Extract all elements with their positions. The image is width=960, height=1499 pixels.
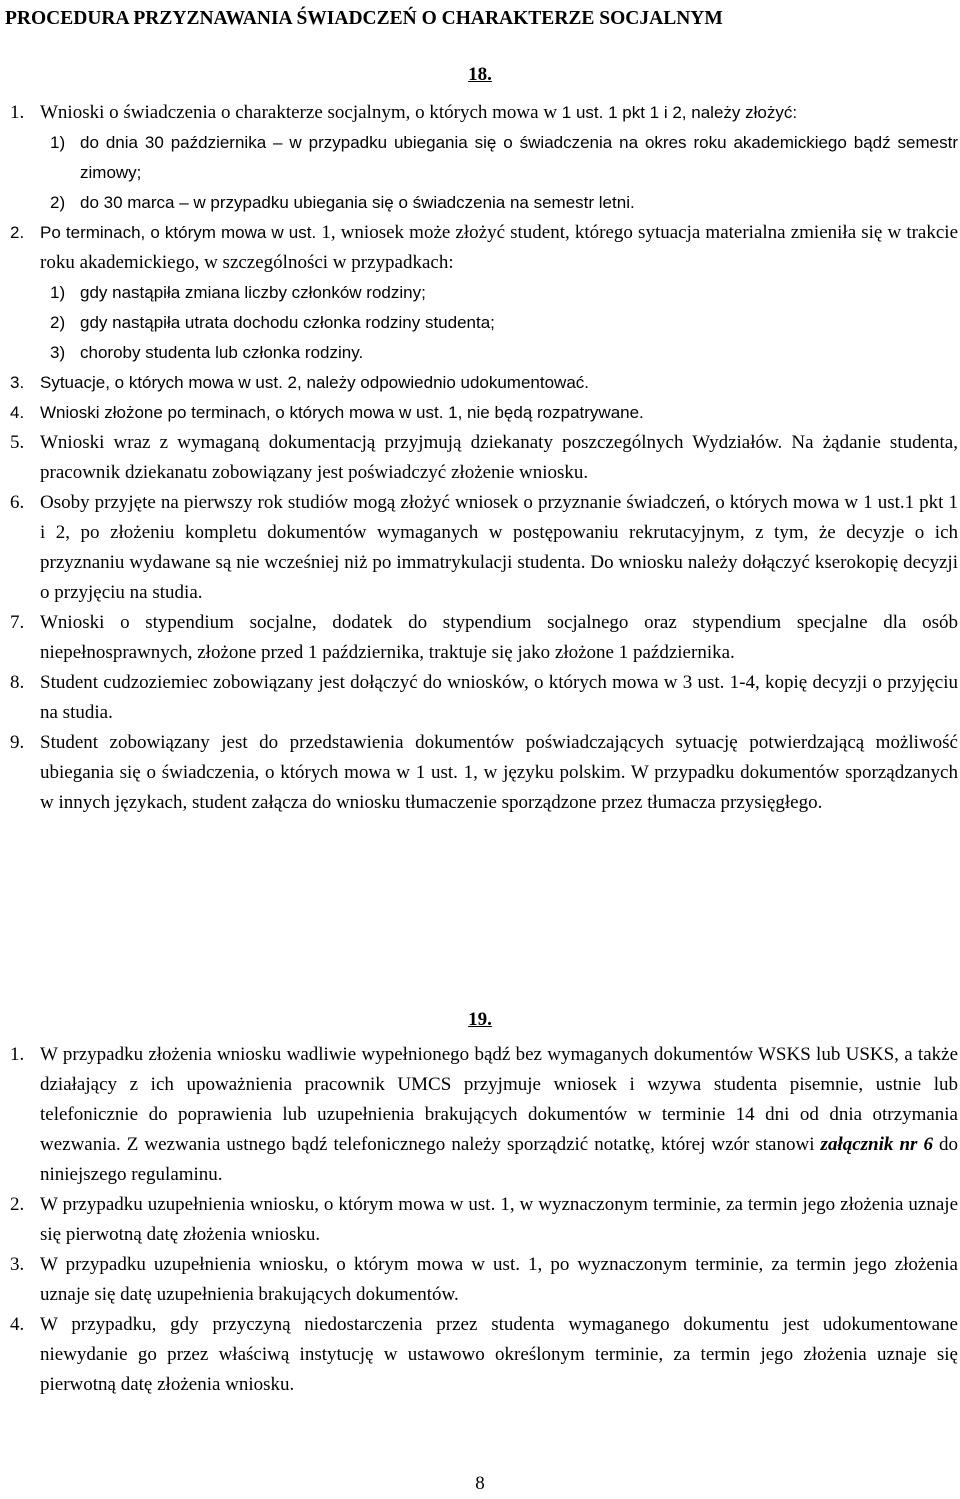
section-18-item-2-sub-2 [10,308,958,338]
section-19-item-3 [10,1250,958,1310]
item-number: 9. [10,732,25,753]
item-text-end: do niniejszego regulaminu. [40,1134,959,1185]
item-text: W przypadku złożenia wniosku wadliwie wypełnionego bądź bez wymaganych dokumentów WSKS lub USKS, a także działający z ich upoważnienia pracownik UMCS przyjmuje wniosek i wzywa studenta pisemnie, ustnie lub telefonicznie do poprawienia lub uzupełnienia brakujących dokumentów w terminie 14 dni od dnia otrzymania wezwania. Z wezwania ustnego bądź telefonicznego należy sporządzić notatkę, której wzór stanowi [40,1044,958,1155]
item-text: Student zobowiązany jest do przedstawienia dokumentów poświadczających sytuację potwierdzającą możliwość ubiegania się o świadczenia, o których mowa w 1 ust. 1, w języku polskim. W przypadku dokumentów sporządzanych w innych językach, student załącza do wniosku tłumaczenie sporządzone przez tłumacza przysięgłego. [40,732,958,813]
subitem-text: do 30 marca – w przypadku ubiegania się o świadczenia na semestr letni. [80,193,635,212]
section-18-item-3 [10,368,958,398]
item-text-sans: 1 ust. 1 pkt 1 i 2, należy złożyć: [561,103,798,122]
item-text: Wnioski wraz z wymaganą dokumentacją przyjmują dziekanaty poszczególnych Wydziałów. Na żądanie studenta, pracownik dziekanatu zobowiązany jest poświadczyć złożenie wniosku. [40,432,958,483]
item-number: 8. [10,672,25,693]
section-18-item-2-sub-3 [10,338,958,368]
item-text: Osoby przyjęte na pierwszy rok studiów mogą złożyć wniosek o przyznanie świadczeń, o których mowa w 1 ust.1 pkt 1 i 2, po złożeniu kompletu dokumentów wymaganych w postępowaniu rekrutacyjnym, z tym, że decyzje o ich przyznaniu wydawane są nie wcześniej niż po immatrykulacji studenta. Do wniosku należy dołączyć kserokopię decyzji o przyjęciu na studia. [40,492,958,603]
section-18-item-8 [10,668,958,728]
section-18-body [10,98,958,818]
item-text: Wnioski o stypendium socjalne, dodatek do stypendium socjalnego oraz stypendium specjalne dla osób niepełnosprawnych, złożone przed 1 października, traktuje się jako złożone 1 października. [40,612,958,663]
section-18-item-2-sub-1 [10,278,958,308]
subitem-number: 2) [50,313,66,332]
subitem-text: choroby studenta lub członka rodziny. [80,343,364,362]
section-19-item-2 [10,1190,958,1250]
item-text: Wnioski o świadczenia o charakterze socjalnym, o których mowa w [40,102,558,123]
section-19-item-4 [10,1310,958,1400]
item-number: 1. [10,1044,25,1065]
subitem-text: gdy nastąpiła utrata dochodu członka rodziny studenta; [80,313,495,332]
section-18-item-5 [10,428,958,488]
section-18-item-4 [10,398,958,428]
item-number: 4. [10,403,25,422]
section-18-item-6 [10,488,958,608]
item-number: 2. [10,1194,25,1215]
subitem-number: 1) [50,283,66,302]
section-19-body [10,1040,958,1400]
item-text: Sytuacje, o których mowa w ust. 2, należy odpowiednio udokumentować. [40,373,590,392]
subitem-number: 1) [50,133,66,152]
page-number: 8 [475,1473,485,1494]
item-text: 1, wniosek może złożyć student, którego sytuacja materialna zmieniła się w trakcie roku akademickiego, w szczególności w przypadkach: [40,222,959,273]
section-18-item-1-sub-1 [10,128,958,188]
document-title: PROCEDURA PRZYZNAWANIA ŚWIADCZEŃ O CHARAKTERZE SOCJALNYM [5,8,723,29]
item-number: 4. [10,1314,25,1335]
subitem-text: gdy nastąpiła zmiana liczby członków rodziny; [80,283,426,302]
subitem-text: do dnia 30 października – w przypadku ubiegania się o świadczenia na okres roku akademickiego bądź semestr zimowy; [80,133,958,182]
section-18-item-7 [10,608,958,668]
section-18-item-9 [10,728,958,818]
item-number: 2. [10,223,25,242]
item-text: Wnioski złożone po terminach, o których mowa w ust. 1, nie będą rozpatrywane. [40,403,644,422]
item-number: 3. [10,373,25,392]
item-number: 6. [10,492,25,513]
subitem-number: 3) [50,343,66,362]
item-text: W przypadku, gdy przyczyną niedostarczenia przez studenta wymaganego dokumentu jest udokumentowane niewydanie go przez właściwą instytucję w ustawowo określonym terminie, za termin jego złożenia uznaje się pierwotną datę złożenia wniosku. [40,1314,958,1395]
section-18-item-1 [10,98,958,128]
item-text: W przypadku uzupełnienia wniosku, o którym mowa w ust. 1, po wyznaczonym terminie, za termin jego złożenia uznaje się datę uzupełnienia brakujących dokumentów. [40,1254,958,1305]
item-text-emphasis: załącznik nr 6 [820,1134,933,1155]
section-18-item-2 [10,218,958,278]
section-18-heading: 18. [468,64,492,85]
item-text: Student cudzoziemiec zobowiązany jest dołączyć do wniosków, o których mowa w 3 ust. 1-4, kopię decyzji o przyjęciu na studia. [40,672,958,723]
subitem-number: 2) [50,193,66,212]
item-text: W przypadku uzupełnienia wniosku, o którym mowa w ust. 1, w wyznaczonym terminie, za termin jego złożenia uznaje się pierwotną datę złożenia wniosku. [40,1194,958,1245]
item-number: 3. [10,1254,25,1275]
item-number: 5. [10,432,25,453]
item-number: 7. [10,612,25,633]
section-19-item-1 [10,1040,958,1190]
item-text-sans: Po terminach, o którym mowa w ust. [40,223,317,242]
section-18-item-1-sub-2 [10,188,958,218]
item-number: 1. [10,102,25,123]
section-19-heading: 19. [468,1009,492,1030]
